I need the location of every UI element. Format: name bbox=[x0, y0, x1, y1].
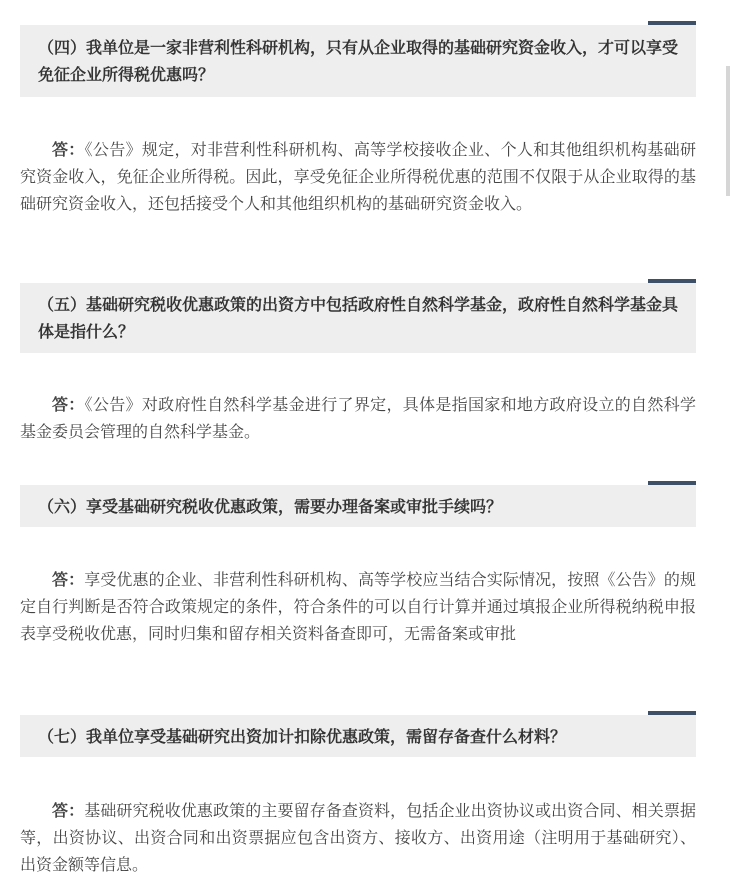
answer-6-text: 享受优惠的企业、非营利性科研机构、高等学校应当结合实际情况，按照《公告》的规定自行判断是否符合政策规定的条件，符合条件的可以自行计算并通过填报企业所得税纳税申报表享受税收优惠，同时归集和留存相关资料备查即可，无需备案或审批 bbox=[20, 570, 696, 643]
answer-7 bbox=[20, 797, 696, 878]
answer-4 bbox=[20, 136, 696, 217]
answer-5-lead: 答： bbox=[52, 395, 85, 414]
question-6 bbox=[20, 485, 696, 527]
answer-4-lead: 答： bbox=[52, 140, 85, 159]
answer-7-text: 基础研究税收优惠政策的主要留存备查资料，包括企业出资协议或出资合同、相关票据等，出资协议、出资合同和出资票据应包含出资方、接收方、出资用途（注明用于基础研究）、出资金额等信息。 bbox=[20, 801, 696, 874]
answer-6-lead: 答： bbox=[52, 570, 85, 589]
question-7 bbox=[20, 715, 696, 757]
answer-6 bbox=[20, 566, 696, 647]
question-5 bbox=[20, 283, 696, 353]
answer-7-lead: 答： bbox=[52, 801, 85, 820]
answer-5-text: 《公告》对政府性自然科学基金进行了界定，具体是指国家和地方政府设立的自然科学基金委员会管理的自然科学基金。 bbox=[20, 395, 696, 441]
question-4 bbox=[20, 25, 696, 97]
scrollbar[interactable] bbox=[726, 66, 730, 196]
question-6-text: （六）享受基础研究税收优惠政策，需要办理备案或审批手续吗？ bbox=[38, 496, 503, 516]
question-4-text: （四）我单位是一家非营利性科研机构，只有从企业取得的基础研究资金收入，才可以享受免征企业所得税优惠吗？ bbox=[38, 38, 679, 84]
question-5-text: （五）基础研究税收优惠政策的出资方中包括政府性自然科学基金，政府性自然科学基金具体是指什么？ bbox=[38, 295, 679, 341]
answer-4-text: 《公告》规定，对非营利性科研机构、高等学校接收企业、个人和其他组织机构基础研究资金收入，免征企业所得税。因此，享受免征企业所得税优惠的范围不仅限于从企业取得的基础研究资金收入，还包括接受个人和其他组织机构的基础研究资金收入。 bbox=[20, 140, 696, 213]
answer-5 bbox=[20, 391, 696, 445]
question-7-text: （七）我单位享受基础研究出资加计扣除优惠政策，需留存备查什么材料？ bbox=[38, 726, 567, 746]
